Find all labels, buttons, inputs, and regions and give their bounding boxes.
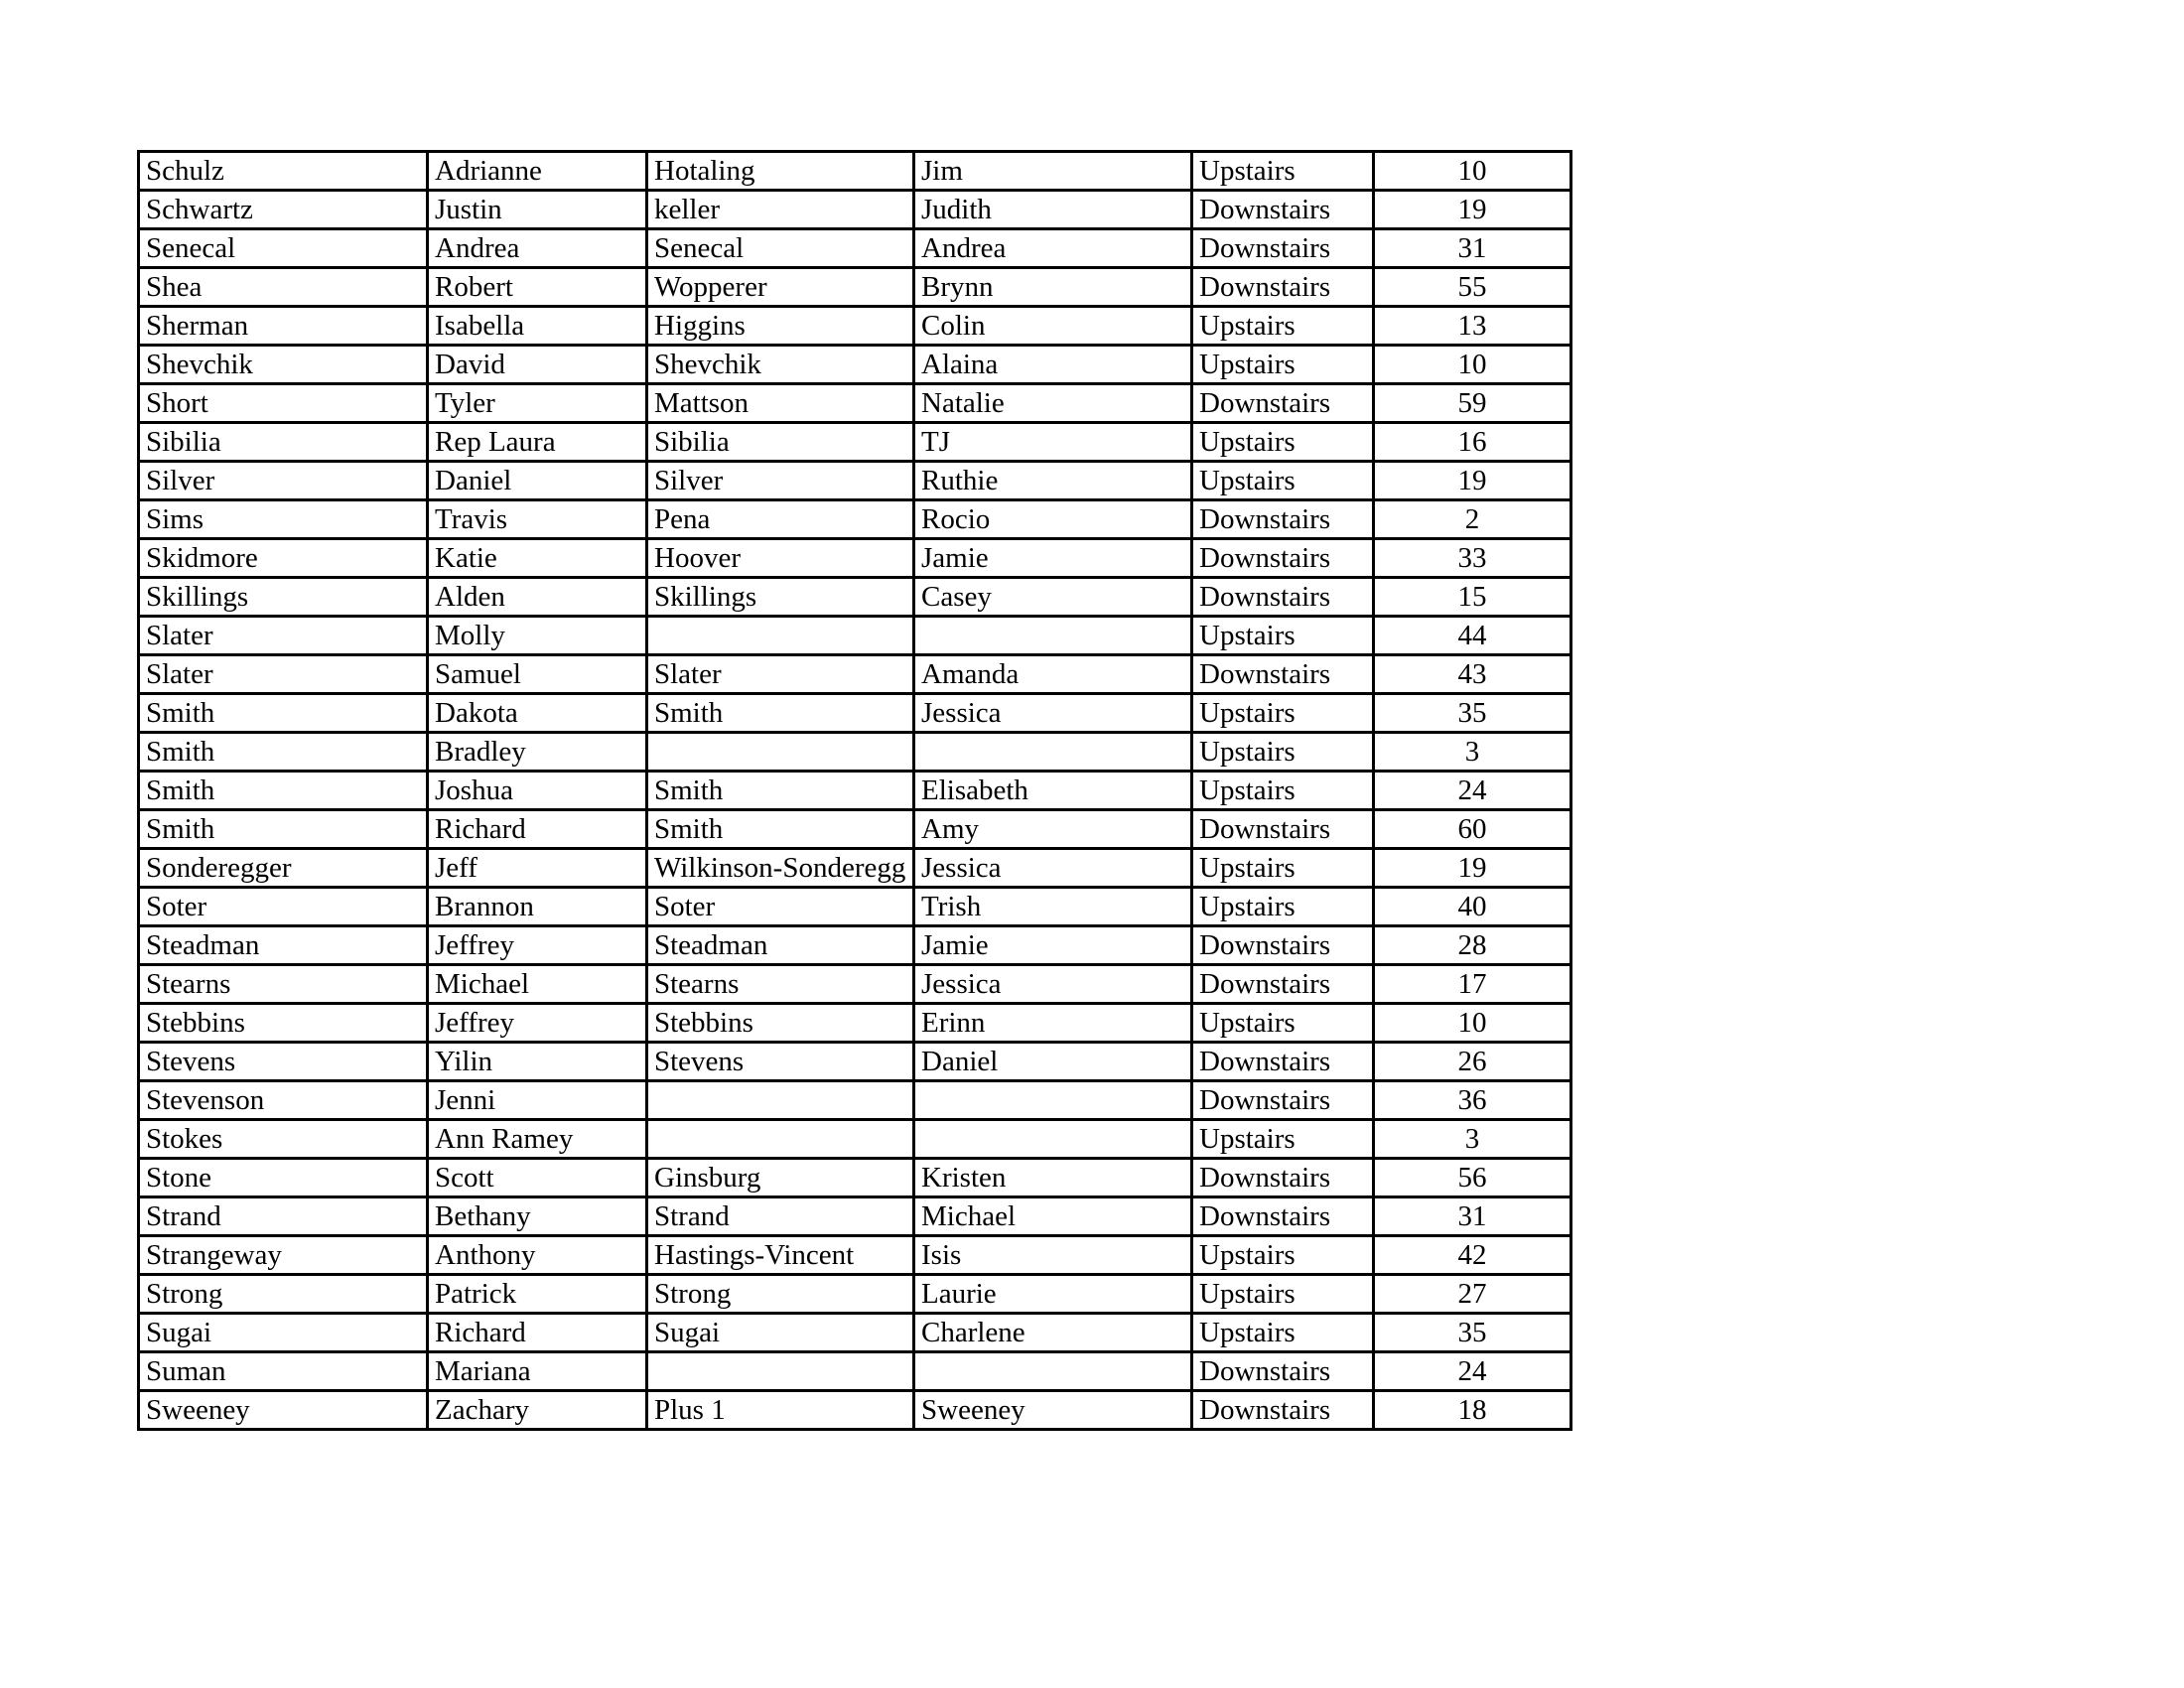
table-row (139, 462, 1571, 500)
floor-cell: Downstairs (1192, 1197, 1374, 1236)
guest-last-name-cell (647, 617, 914, 655)
table-number-cell: 56 (1374, 1159, 1571, 1197)
table-number-cell: 15 (1374, 578, 1571, 617)
first-name-cell: Robert (428, 268, 647, 307)
first-name-cell: Zachary (428, 1391, 647, 1430)
first-name-cell: Jenni (428, 1081, 647, 1120)
last-name-cell: Smith (139, 694, 428, 733)
first-name-cell: Scott (428, 1159, 647, 1197)
guest-last-name-cell (647, 1120, 914, 1159)
first-name-cell: Jeff (428, 849, 647, 888)
guest-last-name-cell: Wopperer (647, 268, 914, 307)
guest-last-name-cell: Wilkinson-Sonderegg (647, 849, 914, 888)
last-name-cell: Sonderegger (139, 849, 428, 888)
table-row (139, 1391, 1571, 1430)
table-number-cell: 2 (1374, 500, 1571, 539)
first-name-cell: Joshua (428, 772, 647, 810)
first-name-cell: Ann Ramey (428, 1120, 647, 1159)
first-name-cell: Bethany (428, 1197, 647, 1236)
guest-last-name-cell: Skillings (647, 578, 914, 617)
table-number-cell: 31 (1374, 1197, 1571, 1236)
last-name-cell: Stearns (139, 965, 428, 1004)
last-name-cell: Senecal (139, 229, 428, 268)
last-name-cell: Soter (139, 888, 428, 926)
table-row (139, 578, 1571, 617)
floor-cell: Downstairs (1192, 926, 1374, 965)
first-name-cell: Yilin (428, 1043, 647, 1081)
first-name-cell: David (428, 346, 647, 384)
first-name-cell: Isabella (428, 307, 647, 346)
guest-first-name-cell: Jessica (914, 694, 1192, 733)
table-number-cell: 16 (1374, 423, 1571, 462)
guest-last-name-cell: keller (647, 191, 914, 229)
first-name-cell: Daniel (428, 462, 647, 500)
guest-first-name-cell: Ruthie (914, 462, 1192, 500)
floor-cell: Downstairs (1192, 1391, 1374, 1430)
guest-first-name-cell: Casey (914, 578, 1192, 617)
table-row (139, 346, 1571, 384)
last-name-cell: Steadman (139, 926, 428, 965)
guest-last-name-cell: Strong (647, 1275, 914, 1314)
first-name-cell: Bradley (428, 733, 647, 772)
table-row (139, 539, 1571, 578)
floor-cell: Downstairs (1192, 191, 1374, 229)
guest-last-name-cell (647, 1352, 914, 1391)
table-number-cell: 19 (1374, 462, 1571, 500)
guest-last-name-cell: Stevens (647, 1043, 914, 1081)
floor-cell: Upstairs (1192, 733, 1374, 772)
table-row (139, 1081, 1571, 1120)
table-row (139, 152, 1571, 191)
floor-cell: Downstairs (1192, 1081, 1374, 1120)
table-row (139, 849, 1571, 888)
table-row (139, 772, 1571, 810)
guest-last-name-cell: Slater (647, 655, 914, 694)
floor-cell: Downstairs (1192, 578, 1374, 617)
guest-first-name-cell (914, 617, 1192, 655)
table-number-cell: 24 (1374, 1352, 1571, 1391)
guest-first-name-cell: Amanda (914, 655, 1192, 694)
table-number-cell: 42 (1374, 1236, 1571, 1275)
guest-first-name-cell: Charlene (914, 1314, 1192, 1352)
first-name-cell: Patrick (428, 1275, 647, 1314)
guest-first-name-cell: Sweeney (914, 1391, 1192, 1430)
table-row (139, 500, 1571, 539)
table-row (139, 1159, 1571, 1197)
guest-last-name-cell: Smith (647, 772, 914, 810)
guest-last-name-cell: Steadman (647, 926, 914, 965)
first-name-cell: Travis (428, 500, 647, 539)
first-name-cell: Samuel (428, 655, 647, 694)
floor-cell: Upstairs (1192, 772, 1374, 810)
table-number-cell: 10 (1374, 1004, 1571, 1043)
table-number-cell: 31 (1374, 229, 1571, 268)
guest-first-name-cell: Daniel (914, 1043, 1192, 1081)
floor-cell: Downstairs (1192, 1043, 1374, 1081)
floor-cell: Upstairs (1192, 617, 1374, 655)
last-name-cell: Strong (139, 1275, 428, 1314)
last-name-cell: Stevens (139, 1043, 428, 1081)
table-row (139, 888, 1571, 926)
first-name-cell: Katie (428, 539, 647, 578)
floor-cell: Upstairs (1192, 888, 1374, 926)
guest-last-name-cell: Mattson (647, 384, 914, 423)
guest-first-name-cell: Trish (914, 888, 1192, 926)
floor-cell: Upstairs (1192, 152, 1374, 191)
guest-last-name-cell (647, 1081, 914, 1120)
last-name-cell: Stebbins (139, 1004, 428, 1043)
guest-first-name-cell: Isis (914, 1236, 1192, 1275)
guest-last-name-cell: Stearns (647, 965, 914, 1004)
guest-first-name-cell: Andrea (914, 229, 1192, 268)
table-row (139, 617, 1571, 655)
floor-cell: Upstairs (1192, 307, 1374, 346)
last-name-cell: Skidmore (139, 539, 428, 578)
floor-cell: Upstairs (1192, 346, 1374, 384)
table-row (139, 1275, 1571, 1314)
first-name-cell: Molly (428, 617, 647, 655)
table-row (139, 1236, 1571, 1275)
table-number-cell: 28 (1374, 926, 1571, 965)
table-row (139, 1120, 1571, 1159)
last-name-cell: Stokes (139, 1120, 428, 1159)
table-number-cell: 55 (1374, 268, 1571, 307)
last-name-cell: Schulz (139, 152, 428, 191)
table-number-cell: 26 (1374, 1043, 1571, 1081)
floor-cell: Downstairs (1192, 500, 1374, 539)
floor-cell: Downstairs (1192, 655, 1374, 694)
guest-first-name-cell: Jim (914, 152, 1192, 191)
last-name-cell: Smith (139, 810, 428, 849)
table-row (139, 655, 1571, 694)
last-name-cell: Sherman (139, 307, 428, 346)
guest-last-name-cell: Higgins (647, 307, 914, 346)
table-row (139, 965, 1571, 1004)
table-number-cell: 10 (1374, 346, 1571, 384)
floor-cell: Upstairs (1192, 694, 1374, 733)
last-name-cell: Smith (139, 772, 428, 810)
table-number-cell: 24 (1374, 772, 1571, 810)
guest-last-name-cell: Hotaling (647, 152, 914, 191)
table-row (139, 926, 1571, 965)
first-name-cell: Richard (428, 1314, 647, 1352)
seating-table-body (139, 152, 1571, 1430)
guest-last-name-cell: Shevchik (647, 346, 914, 384)
table-number-cell: 17 (1374, 965, 1571, 1004)
table-number-cell: 60 (1374, 810, 1571, 849)
first-name-cell: Richard (428, 810, 647, 849)
guest-first-name-cell (914, 1120, 1192, 1159)
table-row (139, 191, 1571, 229)
table-row (139, 1043, 1571, 1081)
table-number-cell: 35 (1374, 1314, 1571, 1352)
first-name-cell: Andrea (428, 229, 647, 268)
guest-last-name-cell: Sibilia (647, 423, 914, 462)
floor-cell: Downstairs (1192, 1352, 1374, 1391)
floor-cell: Upstairs (1192, 1275, 1374, 1314)
seating-table (137, 150, 1572, 1431)
guest-first-name-cell: Jamie (914, 539, 1192, 578)
floor-cell: Downstairs (1192, 965, 1374, 1004)
table-row (139, 733, 1571, 772)
table-row (139, 229, 1571, 268)
table-number-cell: 27 (1374, 1275, 1571, 1314)
floor-cell: Upstairs (1192, 462, 1374, 500)
last-name-cell: Slater (139, 617, 428, 655)
floor-cell: Upstairs (1192, 1004, 1374, 1043)
first-name-cell: Adrianne (428, 152, 647, 191)
first-name-cell: Justin (428, 191, 647, 229)
guest-last-name-cell: Hastings-Vincent (647, 1236, 914, 1275)
floor-cell: Upstairs (1192, 1314, 1374, 1352)
table-row (139, 268, 1571, 307)
guest-first-name-cell: Rocio (914, 500, 1192, 539)
guest-last-name-cell: Smith (647, 694, 914, 733)
last-name-cell: Shea (139, 268, 428, 307)
guest-last-name-cell: Sugai (647, 1314, 914, 1352)
first-name-cell: Brannon (428, 888, 647, 926)
first-name-cell: Jeffrey (428, 1004, 647, 1043)
last-name-cell: Silver (139, 462, 428, 500)
table-row (139, 1004, 1571, 1043)
guest-first-name-cell: Colin (914, 307, 1192, 346)
guest-last-name-cell: Stebbins (647, 1004, 914, 1043)
table-row (139, 423, 1571, 462)
last-name-cell: Suman (139, 1352, 428, 1391)
last-name-cell: Stone (139, 1159, 428, 1197)
first-name-cell: Jeffrey (428, 926, 647, 965)
guest-first-name-cell: Elisabeth (914, 772, 1192, 810)
first-name-cell: Alden (428, 578, 647, 617)
table-number-cell: 3 (1374, 1120, 1571, 1159)
guest-first-name-cell (914, 1081, 1192, 1120)
table-number-cell: 19 (1374, 191, 1571, 229)
table-number-cell: 35 (1374, 694, 1571, 733)
guest-first-name-cell (914, 733, 1192, 772)
table-number-cell: 19 (1374, 849, 1571, 888)
table-row (139, 694, 1571, 733)
guest-last-name-cell: Ginsburg (647, 1159, 914, 1197)
guest-first-name-cell: Erinn (914, 1004, 1192, 1043)
floor-cell: Downstairs (1192, 539, 1374, 578)
floor-cell: Downstairs (1192, 268, 1374, 307)
first-name-cell: Anthony (428, 1236, 647, 1275)
last-name-cell: Short (139, 384, 428, 423)
guest-first-name-cell: Natalie (914, 384, 1192, 423)
last-name-cell: Strangeway (139, 1236, 428, 1275)
guest-last-name-cell: Silver (647, 462, 914, 500)
last-name-cell: Schwartz (139, 191, 428, 229)
guest-first-name-cell (914, 1352, 1192, 1391)
guest-first-name-cell: Amy (914, 810, 1192, 849)
table-number-cell: 40 (1374, 888, 1571, 926)
guest-last-name-cell: Pena (647, 500, 914, 539)
first-name-cell: Michael (428, 965, 647, 1004)
floor-cell: Downstairs (1192, 229, 1374, 268)
table-number-cell: 3 (1374, 733, 1571, 772)
last-name-cell: Sims (139, 500, 428, 539)
first-name-cell: Tyler (428, 384, 647, 423)
table-row (139, 1197, 1571, 1236)
guest-last-name-cell: Hoover (647, 539, 914, 578)
last-name-cell: Stevenson (139, 1081, 428, 1120)
last-name-cell: Sibilia (139, 423, 428, 462)
last-name-cell: Shevchik (139, 346, 428, 384)
table-number-cell: 36 (1374, 1081, 1571, 1120)
guest-first-name-cell: Jamie (914, 926, 1192, 965)
guest-first-name-cell: Kristen (914, 1159, 1192, 1197)
first-name-cell: Dakota (428, 694, 647, 733)
guest-first-name-cell: Michael (914, 1197, 1192, 1236)
table-row (139, 1352, 1571, 1391)
floor-cell: Upstairs (1192, 849, 1374, 888)
first-name-cell: Mariana (428, 1352, 647, 1391)
guest-first-name-cell: Judith (914, 191, 1192, 229)
last-name-cell: Skillings (139, 578, 428, 617)
guest-last-name-cell: Soter (647, 888, 914, 926)
floor-cell: Downstairs (1192, 384, 1374, 423)
floor-cell: Downstairs (1192, 810, 1374, 849)
table-number-cell: 59 (1374, 384, 1571, 423)
table-number-cell: 13 (1374, 307, 1571, 346)
guest-first-name-cell: Alaina (914, 346, 1192, 384)
guest-last-name-cell: Senecal (647, 229, 914, 268)
last-name-cell: Sugai (139, 1314, 428, 1352)
guest-first-name-cell: Jessica (914, 849, 1192, 888)
last-name-cell: Strand (139, 1197, 428, 1236)
table-row (139, 1314, 1571, 1352)
floor-cell: Downstairs (1192, 1159, 1374, 1197)
last-name-cell: Sweeney (139, 1391, 428, 1430)
table-number-cell: 18 (1374, 1391, 1571, 1430)
first-name-cell: Rep Laura (428, 423, 647, 462)
table-row (139, 384, 1571, 423)
last-name-cell: Slater (139, 655, 428, 694)
floor-cell: Upstairs (1192, 1120, 1374, 1159)
guest-last-name-cell (647, 733, 914, 772)
guest-first-name-cell: Jessica (914, 965, 1192, 1004)
table-number-cell: 33 (1374, 539, 1571, 578)
last-name-cell: Smith (139, 733, 428, 772)
guest-first-name-cell: TJ (914, 423, 1192, 462)
guest-first-name-cell: Brynn (914, 268, 1192, 307)
floor-cell: Upstairs (1192, 423, 1374, 462)
guest-last-name-cell: Smith (647, 810, 914, 849)
table-row (139, 307, 1571, 346)
table-number-cell: 10 (1374, 152, 1571, 191)
guest-last-name-cell: Strand (647, 1197, 914, 1236)
guest-first-name-cell: Laurie (914, 1275, 1192, 1314)
table-number-cell: 44 (1374, 617, 1571, 655)
table-row (139, 810, 1571, 849)
floor-cell: Upstairs (1192, 1236, 1374, 1275)
guest-last-name-cell: Plus 1 (647, 1391, 914, 1430)
table-number-cell: 43 (1374, 655, 1571, 694)
